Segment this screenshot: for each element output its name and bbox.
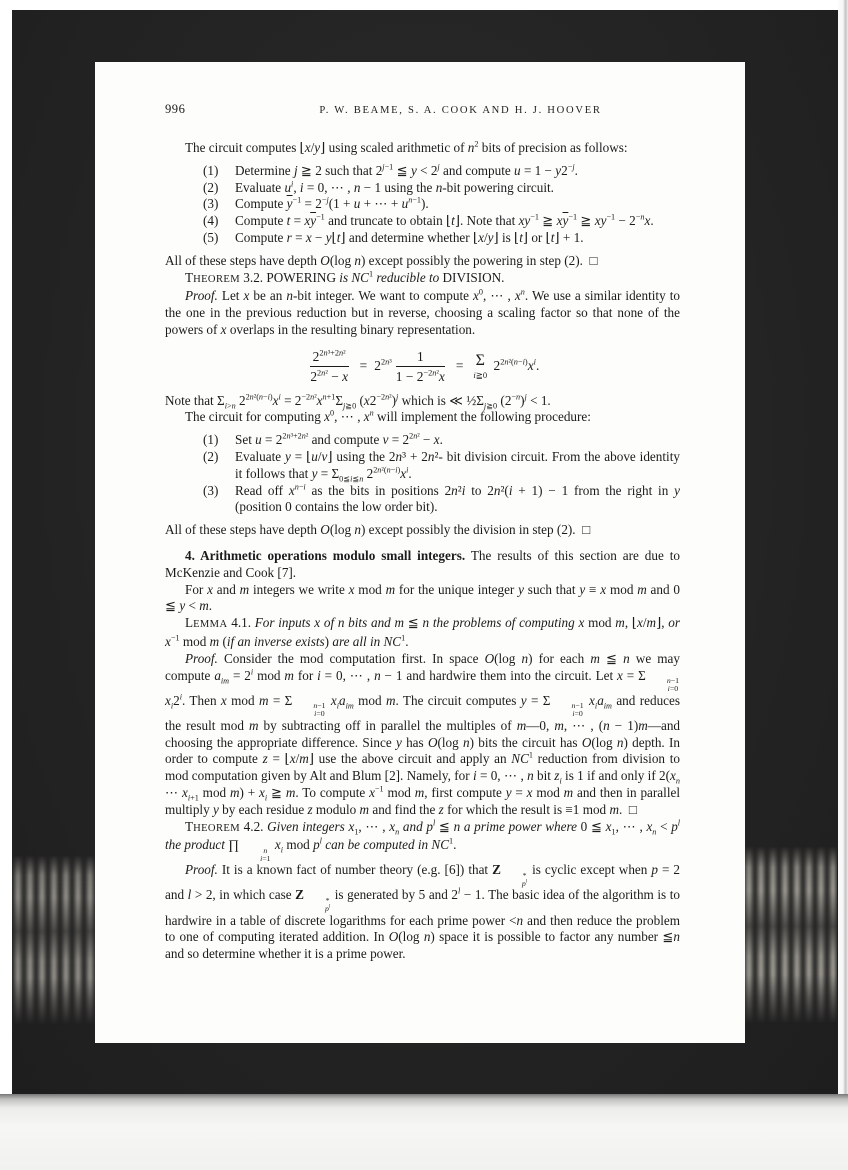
- scan-right-margin: [838, 0, 848, 1094]
- list-item: [165, 180, 680, 197]
- list-item: [165, 196, 680, 213]
- book-edge-pages-left: [12, 855, 98, 1025]
- book-edge-pages-right: [743, 846, 837, 1024]
- list-item-text: Compute $\overline{y}^{-1} = 2^{-j}(1 + u$ + ⋯ + $u^{n-1}$).: [235, 196, 429, 212]
- list-item-number: (3): [203, 196, 219, 212]
- list-item-number: (1): [203, 162, 219, 178]
- list-item-number: (1): [203, 432, 219, 448]
- scanner-background: [12, 10, 838, 1094]
- list-item-text: Evaluate y = ⌊u/ν⌋ using the 2n³ + 2n²- bit division circuit. From the above identity it follows that $y = \Sigma_{0≦i≦n}$ $2^{2n^2(n-i)}x^i$.: [235, 448, 680, 484]
- list-item-text: Set $u = 2^{2n^3+2n^2}$ and compute $\nu = 2^{2n^2} - x$.: [235, 431, 443, 448]
- list-item-number: (3): [203, 482, 219, 498]
- list-item: [165, 230, 680, 247]
- proof-3-2: Proof. Let x be an n-bit integer. We want to compute $x^0$, ⋯ , $x^n$. We use a similar identity to the one in the previous reduction but in reverse, choosing a scaling factor so that none of the powers of x overlaps in the resulting binary representation.: [165, 287, 680, 337]
- list-item: [165, 163, 680, 180]
- list-item-number: (2): [203, 179, 219, 195]
- paper-page: [95, 62, 745, 1043]
- division-procedure-list: [165, 163, 680, 247]
- paragraph-procedure-intro: The circuit for computing $x^0$, ⋯ , $x^n$ will implement the following procedure:: [185, 408, 591, 425]
- paragraph-intro: The circuit computes ⌊x/y⌋ using scaled arithmetic of $n^2$ bits of precision as follows:: [185, 139, 628, 155]
- list-item-text: Read off $x^{n-i}$ as the bits in positions 2n²i to 2n²(i + 1) − 1 from the right in y (position 0 contains the low order bit).: [235, 482, 680, 515]
- list-item-number: (2): [203, 448, 219, 464]
- paragraph-mod-definition: For x and m integers we write x mod m for the unique integer y such that y ≡ x mod m and 0 ≦ y < m.: [165, 581, 681, 614]
- section-4-heading-paragraph: 4. Arithmetic operations modulo small integers. The results of this section are due to McKenzie and Cook [7].: [165, 547, 680, 580]
- paragraph-depth-powering: All of these steps have depth O(log n) except possibly the powering in step (2). □: [165, 252, 598, 268]
- proof-4-2: Proof. It is a known fact of number theory (e.g. [6]) that Z * $p^l$ is cyclic except when p = 2 and l > 2, in which case Z * $p^l$ is generated by 5 and $2^l - 1$. The basic idea of the algorithm is to hardwire in a table of discrete logarithms for each prime power <n and then reduce the problem to one of computing iterated addition. In O(log n) space it is possible to factor any number ≦n and so determine whether it is a prime power.: [165, 862, 680, 962]
- theorem-3-2: THEOREM 3.2. POWERING is $NC^1$ reducible to DIVISION.: [185, 269, 505, 285]
- scan-bottom-strip: [0, 1094, 848, 1170]
- proof-4-1: Proof. Consider the mod computation first. In space O(log n) for each m ≦ n we may compute $a_{im} = 2^i$ mod m for i = 0, ⋯ , n − 1 and hardwire them into the circuit. Let x = Σ n−1 i=0 $x_i2^i$. Then x mod m = Σ n−1 i=0 $x_ia_{im}$ mod m. The circuit computes y = Σ n−1 i=0 $x_ia_{im}$ and reduces the result mod m by subtracting off in parallel the multiples of m—0, m, ⋯ , (n − 1)m—and choosing the appropriate difference. Since y has O(log n) bits the circuit has O(log n) depth. In order to compute z = ⌊x/m⌋ use the above circuit and apply an $NC^1$ reduction from division to mod computation given by Alt and Blum [2]. Namely, for i = 0, ⋯ , n bit $z_i$ is 1 if and only if $2(x_n$ ⋯ $x_{i+1}$ mod $m) + x_i$ ≧ m. To compute $x^{-1}$ mod m, first compute y = x mod m and then in parallel multiply y by each residue z modulo m and find the z for which the result is ≡1 mod m. □: [165, 650, 681, 817]
- list-item: [165, 432, 680, 449]
- list-item-text: Compute r = x − y⌊t⌋ and determine whether ⌊x/y⌋ is ⌊t⌋ or ⌊t⌋ + 1.: [235, 229, 584, 245]
- theorem-4-2: THEOREM 4.2. Given integers $x_1$, ⋯ , $x_n$ and $p^l$ ≦ n a prime power where 0 ≦ $x_1$, ⋯ , $x_n < p^l$ the product ∏ n i=1 $x_i$ mod $p^l$ can be computed in $NC^1$.: [165, 818, 681, 863]
- page-header: [165, 102, 680, 119]
- powering-procedure-list: [165, 432, 680, 516]
- page-number: 996: [165, 102, 186, 116]
- list-item-text: Compute $t = x\overline{y}^{-1}$ and truncate to obtain ⌊t⌋. Note that $xy^{-1}$ ≧ $x\overline{y}^{-1}$ ≧ $xy^{-1} - 2^{-n}x$.: [235, 212, 654, 229]
- running-head: P. W. BEAME, S. A. COOK AND H. J. HOOVER: [319, 104, 602, 116]
- display-equation: $\frac{2^{2n^3+2n^2}}{2^{2n^2} - x}$ = $2^{2n^3}$ $\frac{1}{1 - 2^{-2n^2}x}$ = Σ i≧0 $2^{2n^2(n-i)}x^i$.: [310, 348, 540, 385]
- lemma-4-1: LEMMA 4.1. For inputs x of n bits and m ≦ n the problems of computing x mod m, ⌊x/m⌋, or $x^{-1}$ mod m (if an inverse exists) are all in $NC^1$.: [165, 615, 680, 649]
- paragraph-note: Note that $\Sigma_{i>n}$ $2^{2n^2(n-i)}x^i = 2^{-2n^2}x^{n+1}\Sigma_{j≧0}$ $(x2^{-2n^2})^j$ which is ≪ $\frac{1}{2}\Sigma_{j≧0}$ $(2^{-n})^j < 1$.: [165, 392, 551, 411]
- list-item-text: Determine j ≧ 2 such that $2^{j-1}$ ≦ $y < 2^j$ and compute $u = 1 - y2^{-j}$.: [235, 162, 578, 178]
- paragraph-depth-division: All of these steps have depth O(log n) except possibly the division in step (2). □: [165, 522, 591, 538]
- list-item-text: Evaluate $u^i$, i = 0, ⋯ , n − 1 using the n-bit powering circuit.: [235, 179, 554, 195]
- list-item-number: (4): [203, 213, 219, 229]
- list-item: [165, 213, 680, 230]
- list-item-number: (5): [203, 229, 219, 245]
- list-item: [165, 483, 680, 517]
- list-item: [165, 449, 680, 483]
